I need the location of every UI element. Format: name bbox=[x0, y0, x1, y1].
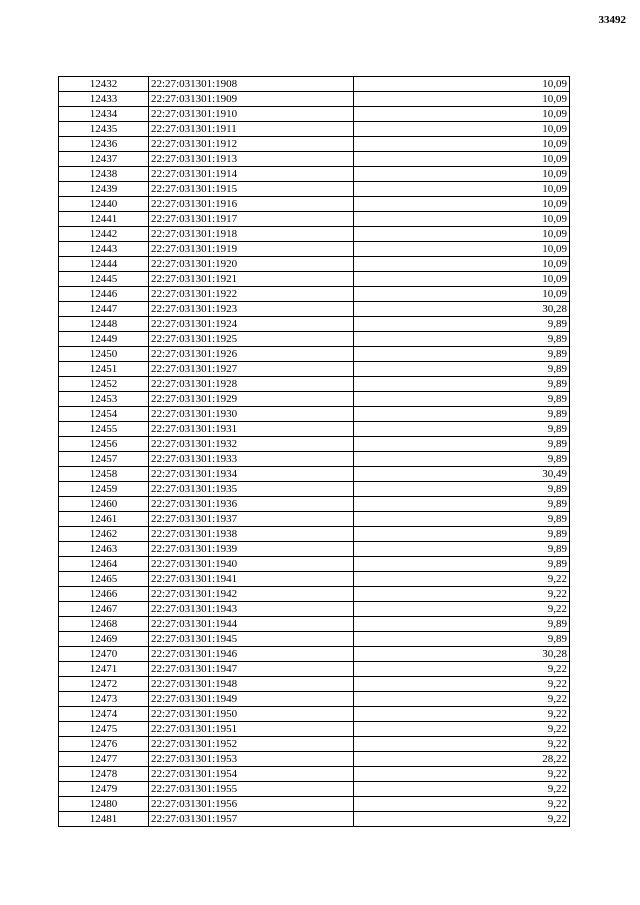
row-number-cell: 12477 bbox=[59, 752, 149, 767]
cadastral-number-cell: 22:27:031301:1942 bbox=[149, 587, 354, 602]
cadastral-number-cell: 22:27:031301:1918 bbox=[149, 227, 354, 242]
table-row bbox=[59, 347, 570, 362]
cadastral-number-cell: 22:27:031301:1928 bbox=[149, 377, 354, 392]
cadastral-number-cell: 22:27:031301:1913 bbox=[149, 152, 354, 167]
area-cell: 9,89 bbox=[354, 632, 570, 647]
table-row bbox=[59, 212, 570, 227]
table-row bbox=[59, 767, 570, 782]
table-row bbox=[59, 662, 570, 677]
area-cell: 9,89 bbox=[354, 392, 570, 407]
cadastral-number-cell: 22:27:031301:1926 bbox=[149, 347, 354, 362]
area-cell: 9,89 bbox=[354, 512, 570, 527]
area-cell: 9,89 bbox=[354, 482, 570, 497]
cadastral-number-cell: 22:27:031301:1936 bbox=[149, 497, 354, 512]
cadastral-number-cell: 22:27:031301:1952 bbox=[149, 737, 354, 752]
cadastral-number-cell: 22:27:031301:1943 bbox=[149, 602, 354, 617]
table-row bbox=[59, 527, 570, 542]
cadastral-number-cell: 22:27:031301:1950 bbox=[149, 707, 354, 722]
cadastral-number-cell: 22:27:031301:1940 bbox=[149, 557, 354, 572]
row-number-cell: 12472 bbox=[59, 677, 149, 692]
row-number-cell: 12452 bbox=[59, 377, 149, 392]
area-cell: 10,09 bbox=[354, 77, 570, 92]
row-number-cell: 12455 bbox=[59, 422, 149, 437]
area-cell: 10,09 bbox=[354, 107, 570, 122]
cadastral-number-cell: 22:27:031301:1914 bbox=[149, 167, 354, 182]
cadastral-number-cell: 22:27:031301:1954 bbox=[149, 767, 354, 782]
row-number-cell: 12444 bbox=[59, 257, 149, 272]
row-number-cell: 12442 bbox=[59, 227, 149, 242]
area-cell: 9,22 bbox=[354, 662, 570, 677]
table-row bbox=[59, 362, 570, 377]
table-row bbox=[59, 482, 570, 497]
table-row bbox=[59, 572, 570, 587]
table-row bbox=[59, 422, 570, 437]
area-cell: 10,09 bbox=[354, 257, 570, 272]
cadastral-number-cell: 22:27:031301:1922 bbox=[149, 287, 354, 302]
cadastral-number-cell: 22:27:031301:1938 bbox=[149, 527, 354, 542]
table-row bbox=[59, 737, 570, 752]
table-row bbox=[59, 257, 570, 272]
row-number-cell: 12457 bbox=[59, 452, 149, 467]
table-row bbox=[59, 707, 570, 722]
row-number-cell: 12448 bbox=[59, 317, 149, 332]
table-row bbox=[59, 542, 570, 557]
row-number-cell: 12445 bbox=[59, 272, 149, 287]
area-cell: 9,89 bbox=[354, 362, 570, 377]
area-cell: 9,22 bbox=[354, 722, 570, 737]
cadastral-number-cell: 22:27:031301:1911 bbox=[149, 122, 354, 137]
cadastral-number-cell: 22:27:031301:1917 bbox=[149, 212, 354, 227]
row-number-cell: 12447 bbox=[59, 302, 149, 317]
row-number-cell: 12451 bbox=[59, 362, 149, 377]
area-cell: 9,89 bbox=[354, 617, 570, 632]
table-row bbox=[59, 227, 570, 242]
row-number-cell: 12432 bbox=[59, 77, 149, 92]
area-cell: 30,49 bbox=[354, 467, 570, 482]
table-row bbox=[59, 692, 570, 707]
table-row bbox=[59, 677, 570, 692]
cadastral-number-cell: 22:27:031301:1946 bbox=[149, 647, 354, 662]
cadastral-number-cell: 22:27:031301:1931 bbox=[149, 422, 354, 437]
row-number-cell: 12468 bbox=[59, 617, 149, 632]
table-row bbox=[59, 797, 570, 812]
area-cell: 10,09 bbox=[354, 152, 570, 167]
table-row bbox=[59, 437, 570, 452]
cadastral-number-cell: 22:27:031301:1921 bbox=[149, 272, 354, 287]
table-row bbox=[59, 77, 570, 92]
cadastral-number-cell: 22:27:031301:1945 bbox=[149, 632, 354, 647]
row-number-cell: 12437 bbox=[59, 152, 149, 167]
registry-table-body bbox=[59, 77, 570, 827]
area-cell: 30,28 bbox=[354, 647, 570, 662]
table-row bbox=[59, 752, 570, 767]
area-cell: 9,89 bbox=[354, 422, 570, 437]
area-cell: 9,89 bbox=[354, 377, 570, 392]
table-row bbox=[59, 167, 570, 182]
table-row bbox=[59, 782, 570, 797]
area-cell: 9,22 bbox=[354, 692, 570, 707]
table-row bbox=[59, 647, 570, 662]
area-cell: 10,09 bbox=[354, 287, 570, 302]
table-row bbox=[59, 152, 570, 167]
cadastral-number-cell: 22:27:031301:1951 bbox=[149, 722, 354, 737]
cadastral-number-cell: 22:27:031301:1908 bbox=[149, 77, 354, 92]
row-number-cell: 12476 bbox=[59, 737, 149, 752]
row-number-cell: 12479 bbox=[59, 782, 149, 797]
cadastral-number-cell: 22:27:031301:1929 bbox=[149, 392, 354, 407]
table-row bbox=[59, 332, 570, 347]
table-row bbox=[59, 587, 570, 602]
area-cell: 9,22 bbox=[354, 812, 570, 827]
row-number-cell: 12459 bbox=[59, 482, 149, 497]
area-cell: 10,09 bbox=[354, 182, 570, 197]
row-number-cell: 12478 bbox=[59, 767, 149, 782]
row-number-cell: 12453 bbox=[59, 392, 149, 407]
area-cell: 9,89 bbox=[354, 527, 570, 542]
area-cell: 9,22 bbox=[354, 737, 570, 752]
table-row bbox=[59, 287, 570, 302]
cadastral-number-cell: 22:27:031301:1909 bbox=[149, 92, 354, 107]
row-number-cell: 12440 bbox=[59, 197, 149, 212]
table-row bbox=[59, 722, 570, 737]
row-number-cell: 12441 bbox=[59, 212, 149, 227]
area-cell: 9,89 bbox=[354, 437, 570, 452]
area-cell: 10,09 bbox=[354, 272, 570, 287]
table-row bbox=[59, 407, 570, 422]
row-number-cell: 12466 bbox=[59, 587, 149, 602]
table-row bbox=[59, 272, 570, 287]
cadastral-number-cell: 22:27:031301:1948 bbox=[149, 677, 354, 692]
cadastral-number-cell: 22:27:031301:1920 bbox=[149, 257, 354, 272]
row-number-cell: 12480 bbox=[59, 797, 149, 812]
cadastral-number-cell: 22:27:031301:1932 bbox=[149, 437, 354, 452]
area-cell: 9,89 bbox=[354, 317, 570, 332]
cadastral-number-cell: 22:27:031301:1953 bbox=[149, 752, 354, 767]
table-row bbox=[59, 497, 570, 512]
cadastral-number-cell: 22:27:031301:1949 bbox=[149, 692, 354, 707]
row-number-cell: 12449 bbox=[59, 332, 149, 347]
area-cell: 10,09 bbox=[354, 242, 570, 257]
row-number-cell: 12467 bbox=[59, 602, 149, 617]
table-row bbox=[59, 812, 570, 827]
cadastral-number-cell: 22:27:031301:1944 bbox=[149, 617, 354, 632]
cadastral-number-cell: 22:27:031301:1919 bbox=[149, 242, 354, 257]
cadastral-number-cell: 22:27:031301:1923 bbox=[149, 302, 354, 317]
row-number-cell: 12481 bbox=[59, 812, 149, 827]
table-row bbox=[59, 302, 570, 317]
page-number: 33492 bbox=[598, 14, 626, 26]
area-cell: 10,09 bbox=[354, 167, 570, 182]
cadastral-number-cell: 22:27:031301:1924 bbox=[149, 317, 354, 332]
table-row bbox=[59, 107, 570, 122]
area-cell: 9,22 bbox=[354, 797, 570, 812]
row-number-cell: 12464 bbox=[59, 557, 149, 572]
area-cell: 10,09 bbox=[354, 122, 570, 137]
row-number-cell: 12463 bbox=[59, 542, 149, 557]
area-cell: 10,09 bbox=[354, 212, 570, 227]
registry-table bbox=[58, 76, 570, 827]
row-number-cell: 12438 bbox=[59, 167, 149, 182]
area-cell: 10,09 bbox=[354, 197, 570, 212]
table-row bbox=[59, 392, 570, 407]
cadastral-number-cell: 22:27:031301:1941 bbox=[149, 572, 354, 587]
cadastral-number-cell: 22:27:031301:1939 bbox=[149, 542, 354, 557]
cadastral-number-cell: 22:27:031301:1925 bbox=[149, 332, 354, 347]
row-number-cell: 12474 bbox=[59, 707, 149, 722]
row-number-cell: 12471 bbox=[59, 662, 149, 677]
row-number-cell: 12443 bbox=[59, 242, 149, 257]
row-number-cell: 12469 bbox=[59, 632, 149, 647]
cadastral-number-cell: 22:27:031301:1933 bbox=[149, 452, 354, 467]
area-cell: 9,89 bbox=[354, 332, 570, 347]
area-cell: 30,28 bbox=[354, 302, 570, 317]
cadastral-number-cell: 22:27:031301:1956 bbox=[149, 797, 354, 812]
cadastral-number-cell: 22:27:031301:1957 bbox=[149, 812, 354, 827]
row-number-cell: 12460 bbox=[59, 497, 149, 512]
area-cell: 9,89 bbox=[354, 452, 570, 467]
table-row bbox=[59, 242, 570, 257]
cadastral-number-cell: 22:27:031301:1927 bbox=[149, 362, 354, 377]
row-number-cell: 12465 bbox=[59, 572, 149, 587]
table-row bbox=[59, 557, 570, 572]
cadastral-number-cell: 22:27:031301:1935 bbox=[149, 482, 354, 497]
row-number-cell: 12450 bbox=[59, 347, 149, 362]
table-row bbox=[59, 122, 570, 137]
area-cell: 10,09 bbox=[354, 92, 570, 107]
row-number-cell: 12446 bbox=[59, 287, 149, 302]
table-row bbox=[59, 137, 570, 152]
row-number-cell: 12470 bbox=[59, 647, 149, 662]
area-cell: 9,22 bbox=[354, 677, 570, 692]
row-number-cell: 12456 bbox=[59, 437, 149, 452]
table-row bbox=[59, 92, 570, 107]
cadastral-number-cell: 22:27:031301:1955 bbox=[149, 782, 354, 797]
row-number-cell: 12439 bbox=[59, 182, 149, 197]
area-cell: 9,22 bbox=[354, 782, 570, 797]
area-cell: 9,89 bbox=[354, 542, 570, 557]
row-number-cell: 12461 bbox=[59, 512, 149, 527]
area-cell: 9,22 bbox=[354, 767, 570, 782]
cadastral-number-cell: 22:27:031301:1930 bbox=[149, 407, 354, 422]
cadastral-number-cell: 22:27:031301:1947 bbox=[149, 662, 354, 677]
row-number-cell: 12475 bbox=[59, 722, 149, 737]
area-cell: 9,22 bbox=[354, 707, 570, 722]
cadastral-number-cell: 22:27:031301:1910 bbox=[149, 107, 354, 122]
table-row bbox=[59, 197, 570, 212]
row-number-cell: 12454 bbox=[59, 407, 149, 422]
area-cell: 9,89 bbox=[354, 497, 570, 512]
table-row bbox=[59, 317, 570, 332]
row-number-cell: 12435 bbox=[59, 122, 149, 137]
table-row bbox=[59, 602, 570, 617]
area-cell: 28,22 bbox=[354, 752, 570, 767]
row-number-cell: 12458 bbox=[59, 467, 149, 482]
table-row bbox=[59, 452, 570, 467]
cadastral-number-cell: 22:27:031301:1915 bbox=[149, 182, 354, 197]
table-row bbox=[59, 467, 570, 482]
area-cell: 9,22 bbox=[354, 587, 570, 602]
cadastral-number-cell: 22:27:031301:1937 bbox=[149, 512, 354, 527]
table-row bbox=[59, 617, 570, 632]
area-cell: 9,89 bbox=[354, 347, 570, 362]
area-cell: 9,22 bbox=[354, 572, 570, 587]
cadastral-number-cell: 22:27:031301:1916 bbox=[149, 197, 354, 212]
table-row bbox=[59, 512, 570, 527]
row-number-cell: 12462 bbox=[59, 527, 149, 542]
area-cell: 10,09 bbox=[354, 227, 570, 242]
row-number-cell: 12473 bbox=[59, 692, 149, 707]
area-cell: 9,89 bbox=[354, 407, 570, 422]
row-number-cell: 12434 bbox=[59, 107, 149, 122]
area-cell: 9,22 bbox=[354, 602, 570, 617]
row-number-cell: 12433 bbox=[59, 92, 149, 107]
table-row bbox=[59, 377, 570, 392]
table-row bbox=[59, 632, 570, 647]
table-row bbox=[59, 182, 570, 197]
row-number-cell: 12436 bbox=[59, 137, 149, 152]
cadastral-number-cell: 22:27:031301:1912 bbox=[149, 137, 354, 152]
cadastral-number-cell: 22:27:031301:1934 bbox=[149, 467, 354, 482]
area-cell: 9,89 bbox=[354, 557, 570, 572]
area-cell: 10,09 bbox=[354, 137, 570, 152]
